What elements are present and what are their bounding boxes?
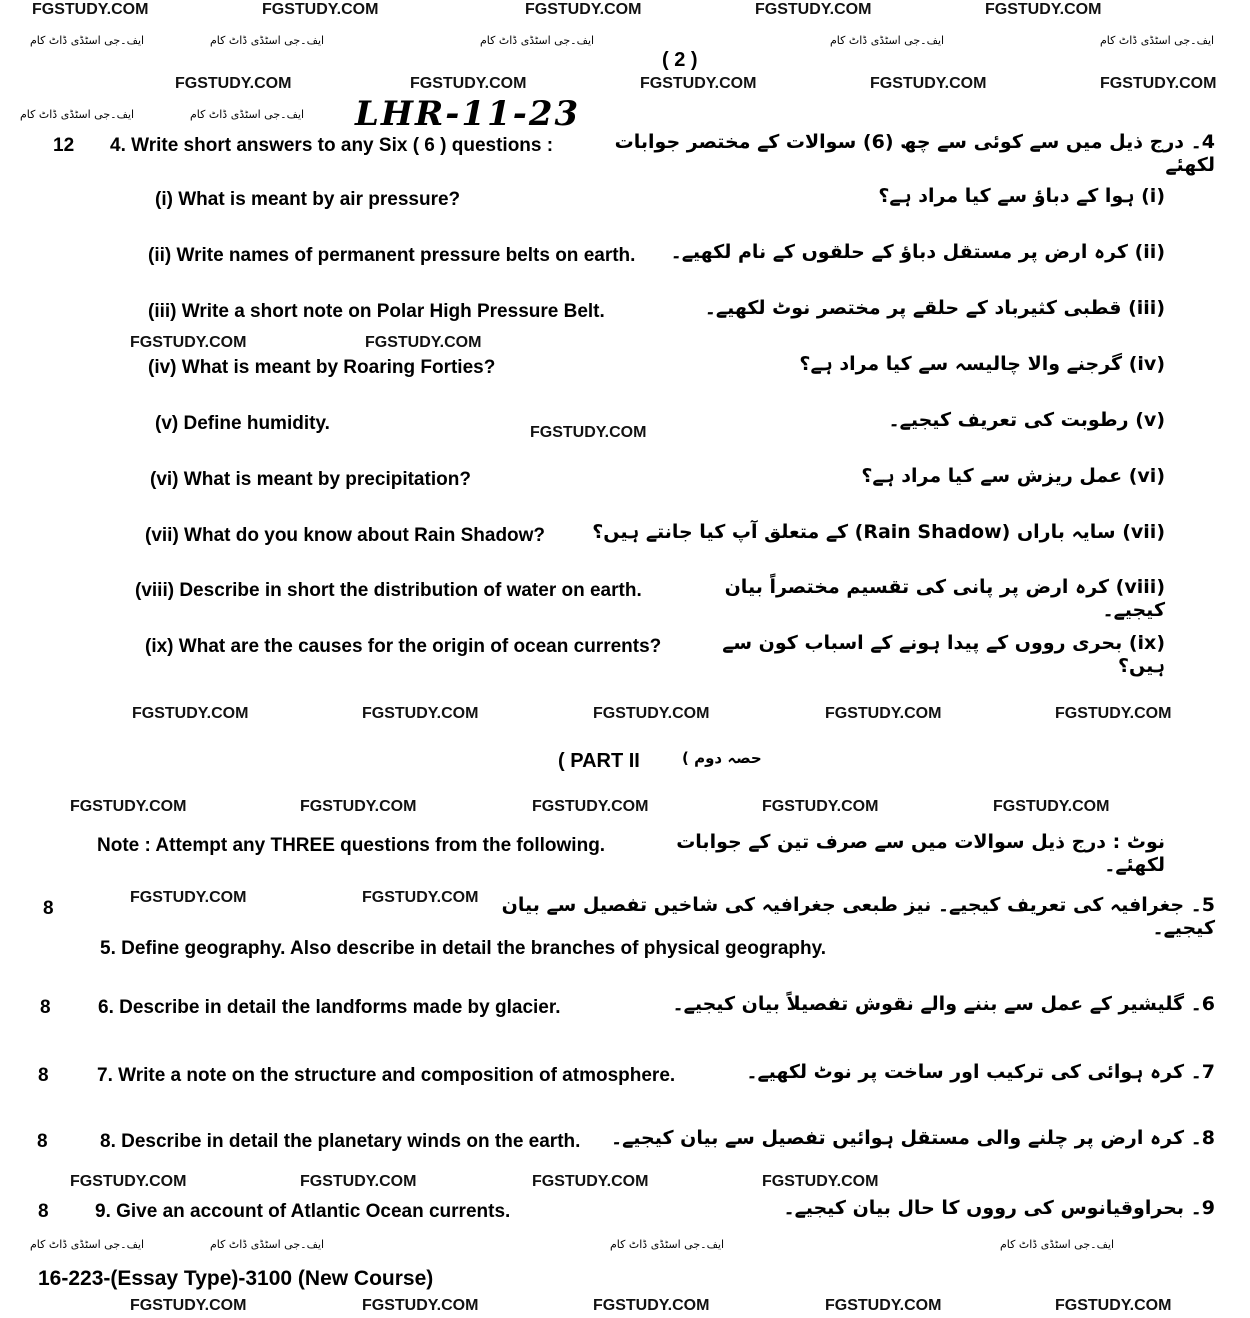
question-row <box>500 894 1215 940</box>
question-en: (iv) What is meant by Roaring Forties? <box>148 357 496 378</box>
watermark: FGSTUDY.COM <box>640 75 757 92</box>
question-marks: 8 <box>38 1065 49 1086</box>
watermark: FGSTUDY.COM <box>870 75 987 92</box>
watermark-urdu: ایف۔جی اسٹڈی ڈاٹ کام <box>210 34 325 47</box>
watermark: FGSTUDY.COM <box>825 705 942 722</box>
section-heading-en: 4. Write short answers to any Six ( 6 ) questions : <box>110 135 554 156</box>
watermark: FGSTUDY.COM <box>262 1 379 18</box>
watermark-urdu: ایف۔جی اسٹڈی ڈاٹ کام <box>210 1238 325 1251</box>
question-ur: 5۔ جغرافیہ کی تعریف کیجیے۔ نیز طبعی جغرافیہ کی شاخیں تفصیل سے بیان کیجیے۔ <box>501 894 1215 939</box>
question-ur: (vi) عمل ریزش سے کیا مراد ہے؟ <box>861 465 1165 487</box>
watermark: FGSTUDY.COM <box>130 334 247 351</box>
watermark: FGSTUDY.COM <box>532 1173 649 1190</box>
watermark: FGSTUDY.COM <box>300 1173 417 1190</box>
watermark: FGSTUDY.COM <box>525 1 642 18</box>
question-en: (viii) Describe in short the distribution of water on earth. <box>135 580 642 601</box>
watermark: FGSTUDY.COM <box>70 1173 187 1190</box>
question-row <box>98 993 1215 1020</box>
watermark: FGSTUDY.COM <box>762 1173 879 1190</box>
watermark-urdu: ایف۔جی اسٹڈی ڈاٹ کام <box>20 108 135 121</box>
question-row <box>148 241 1165 268</box>
watermark: FGSTUDY.COM <box>300 798 417 815</box>
part2-title-ur: حصہ دوم ) <box>682 749 762 767</box>
question-ur: (iv) گرجنے والا چالیسہ سے کیا مراد ہے؟ <box>799 353 1165 375</box>
question-en: 7. Write a note on the structure and composition of atmosphere. <box>97 1065 676 1086</box>
question-row <box>145 632 1165 678</box>
question-ur: 8۔ کرہ ارض پر چلنے والی مستقل ہوائیں تفصیل سے بیان کیجیے۔ <box>611 1127 1215 1149</box>
watermark-urdu: ایف۔جی اسٹڈی ڈاٹ کام <box>190 108 305 121</box>
question-ur: (iii) قطبی کثیرباد کے حلقے پر مختصر نوٹ لکھیے۔ <box>704 297 1165 319</box>
question-row <box>97 1061 1215 1088</box>
question-en: 6. Describe in detail the landforms made by glacier. <box>98 997 561 1018</box>
question-row <box>145 521 1165 548</box>
question-row <box>100 1127 1215 1154</box>
question-en: 8. Describe in detail the planetary winds on the earth. <box>100 1131 581 1152</box>
watermark: FGSTUDY.COM <box>132 705 249 722</box>
question-en: 9. Give an account of Atlantic Ocean currents. <box>95 1201 511 1222</box>
watermark: FGSTUDY.COM <box>1055 1297 1172 1314</box>
watermark-urdu: ایف۔جی اسٹڈی ڈاٹ کام <box>1000 1238 1115 1251</box>
watermark-urdu: ایف۔جی اسٹڈی ڈاٹ کام <box>1100 34 1215 47</box>
question-row <box>150 465 1165 492</box>
question-row <box>148 297 1165 324</box>
watermark: FGSTUDY.COM <box>1055 705 1172 722</box>
question-en: (v) Define humidity. <box>155 413 330 434</box>
section-marks: 12 <box>53 135 75 156</box>
watermark: FGSTUDY.COM <box>365 334 482 351</box>
watermark: FGSTUDY.COM <box>755 1 872 18</box>
question-row <box>148 353 1165 380</box>
part2-title-en: ( PART II <box>558 750 640 772</box>
watermark-urdu: ایف۔جی اسٹڈی ڈاٹ کام <box>830 34 945 47</box>
question-row <box>95 1197 1215 1224</box>
question-ur: (viii) کرہ ارض پر پانی کی تقسیم مختصراً بیان کیجیے۔ <box>724 576 1165 621</box>
question-row <box>135 576 1165 622</box>
part2-note <box>97 831 1165 877</box>
watermark: FGSTUDY.COM <box>130 1297 247 1314</box>
watermark: FGSTUDY.COM <box>985 1 1102 18</box>
question-en: (vi) What is meant by precipitation? <box>150 469 471 490</box>
watermark: FGSTUDY.COM <box>532 798 649 815</box>
watermark: FGSTUDY.COM <box>70 798 187 815</box>
question-ur: (ii) کرہ ارض پر مستقل دباؤ کے حلقوں کے نام لکھیے۔ <box>670 241 1165 263</box>
section-heading <box>110 131 1215 177</box>
part2-note-ur: نوٹ : درج ذیل سوالات میں سے صرف تین کے جوابات لکھئے۔ <box>676 831 1165 876</box>
watermark: FGSTUDY.COM <box>362 705 479 722</box>
watermark: FGSTUDY.COM <box>175 75 292 92</box>
question-row <box>155 409 1165 436</box>
page-number: ( 2 ) <box>662 49 698 71</box>
question-en: (ix) What are the causes for the origin of ocean currents? <box>145 636 662 657</box>
watermark-urdu: ایف۔جی اسٹڈی ڈاٹ کام <box>480 34 595 47</box>
question-ur: (ix) بحری رووں کے پیدا ہونے کے اسباب کون سے ہیں؟ <box>722 632 1165 677</box>
question-en: (vii) What do you know about Rain Shadow? <box>145 525 546 546</box>
watermark: FGSTUDY.COM <box>762 798 879 815</box>
watermark-urdu: ایف۔جی اسٹڈی ڈاٹ کام <box>30 34 145 47</box>
watermark: FGSTUDY.COM <box>593 705 710 722</box>
footer-code: 16-223-(Essay Type)-3100 (New Course) <box>38 1267 434 1290</box>
watermark: FGSTUDY.COM <box>825 1297 942 1314</box>
question-row <box>155 185 1165 212</box>
part2-note-en: Note : Attempt any THREE questions from the following. <box>97 835 606 856</box>
watermark: FGSTUDY.COM <box>362 889 479 906</box>
watermark-urdu: ایف۔جی اسٹڈی ڈاٹ کام <box>30 1238 145 1251</box>
section-heading-ur: 4۔ درج ذیل میں سے کوئی سے چھ (6) سوالات کے مختصر جوابات لکھئے <box>614 131 1215 176</box>
question-ur: 7۔ کرہ ہوائی کی ترکیب اور ساخت پر نوٹ لکھیے۔ <box>746 1061 1215 1083</box>
question-en: (i) What is meant by air pressure? <box>155 189 461 210</box>
question-en: (iii) Write a short note on Polar High Pressure Belt. <box>148 301 605 322</box>
question-marks: 8 <box>43 898 54 919</box>
question-marks: 8 <box>38 1201 49 1222</box>
question-ur: 6۔ گلیشیر کے عمل سے بننے والے نقوش تفصیلاً بیان کیجیے۔ <box>672 993 1215 1015</box>
watermark: FGSTUDY.COM <box>530 424 647 441</box>
question-ur: (v) رطوبت کی تعریف کیجیے۔ <box>888 409 1165 431</box>
watermark: FGSTUDY.COM <box>410 75 527 92</box>
watermark: FGSTUDY.COM <box>1100 75 1217 92</box>
question-marks: 8 <box>40 997 51 1018</box>
watermark: FGSTUDY.COM <box>993 798 1110 815</box>
watermark: FGSTUDY.COM <box>32 1 149 18</box>
question-en: 5. Define geography. Also describe in detail the branches of physical geography. <box>100 938 827 959</box>
question-en: (ii) Write names of permanent pressure belts on earth. <box>148 245 636 266</box>
watermark: FGSTUDY.COM <box>362 1297 479 1314</box>
question-ur: 9۔ بحراوقیانوس کی رووں کا حال بیان کیجیے۔ <box>783 1197 1215 1219</box>
question-marks: 8 <box>37 1131 48 1152</box>
watermark: FGSTUDY.COM <box>593 1297 710 1314</box>
question-ur: (i) ہوا کے دباؤ سے کیا مراد ہے؟ <box>878 185 1165 207</box>
watermark-urdu: ایف۔جی اسٹڈی ڈاٹ کام <box>610 1238 725 1251</box>
question-ur: (vii) سایہ باراں (Rain Shadow) کے متعلق آپ کیا جانتے ہیں؟ <box>592 521 1165 543</box>
handwritten-code: LHR-11-23 <box>355 94 581 134</box>
watermark: FGSTUDY.COM <box>130 889 247 906</box>
